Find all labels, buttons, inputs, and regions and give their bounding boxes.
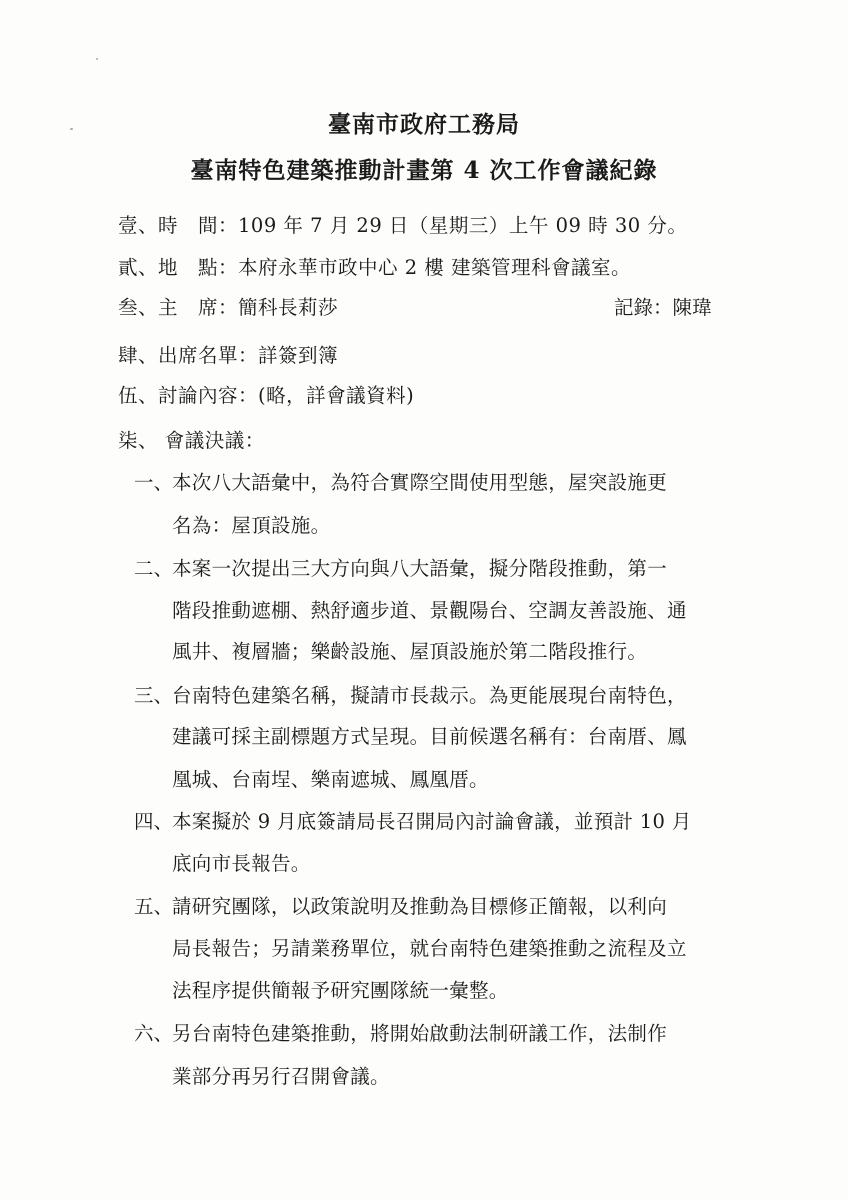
resolution-line: 階段推動遮棚、熱舒適步道、景觀陽台、空調友善設施、通 — [172, 599, 687, 622]
section-discussion: 伍、討論內容：(略，詳會議資料) — [118, 384, 415, 407]
section-resolutions: 柒、 會議決議： — [118, 429, 265, 452]
section-chair: 叁、主 席：簡科長莉莎 — [118, 296, 339, 319]
title-meeting: 臺南特色建築推動計畫第 4 次工作會議紀錄 — [190, 157, 658, 184]
resolution-line: 另台南特色建築推動，將開始啟動法制研議工作，法制作 — [172, 1022, 668, 1045]
resolution-line: 底向市長報告。 — [172, 852, 311, 875]
resolution-line: 本案擬於 9 月底簽請局長召開局內討論會議，並預計 10 月 — [172, 810, 692, 833]
resolution-line: 局長報告；另請業務單位，就台南特色建築推動之流程及立 — [172, 937, 687, 960]
resolution-number: 一、 — [134, 471, 174, 494]
resolution-number: 三、 — [134, 684, 174, 707]
section-place: 貳、地 點：本府永華市政中心 2 樓 建築管理科會議室。 — [118, 256, 632, 279]
resolution-number: 六、 — [134, 1022, 174, 1045]
section-time: 壹、時 間：109 年 7 月 29 日（星期三）上午 09 時 30 分。 — [118, 214, 688, 237]
resolution-line: 請研究團隊，以政策說明及推動為目標修正簡報，以利向 — [172, 895, 668, 918]
resolution-line: 本次八大語彙中，為符合實際空間使用型態，屋突設施更 — [172, 471, 668, 494]
resolution-number: 二、 — [134, 557, 174, 580]
recorder: 記錄：陳瑋 — [614, 296, 712, 319]
resolution-line: 本案一次提出三大方向與八大語彙，擬分階段推動，第一 — [172, 557, 668, 580]
scan-speck — [96, 58, 98, 60]
resolution-number: 四、 — [134, 810, 174, 833]
resolution-line: 台南特色建築名稱，擬請市長裁示。為更能展現台南特色， — [172, 684, 687, 707]
resolution-number: 五、 — [134, 895, 174, 918]
resolution-line: 凰城、台南埕、樂南遮城、鳳凰厝。 — [172, 768, 489, 791]
resolution-line: 業部分再另行召開會議。 — [172, 1065, 390, 1088]
resolution-line: 建議可採主副標題方式呈現。目前候選名稱有：台南厝、鳳 — [172, 725, 687, 748]
title-organization: 臺南市政府工務局 — [328, 111, 520, 138]
resolution-line: 名為：屋頂設施。 — [172, 514, 331, 537]
resolution-line: 風井、複層牆；樂齡設施、屋頂設施於第二階段推行。 — [172, 640, 648, 663]
resolution-line: 法程序提供簡報予研究團隊統一彙整。 — [172, 979, 509, 1002]
section-attendees: 肆、出席名單：詳簽到簿 — [118, 344, 339, 367]
